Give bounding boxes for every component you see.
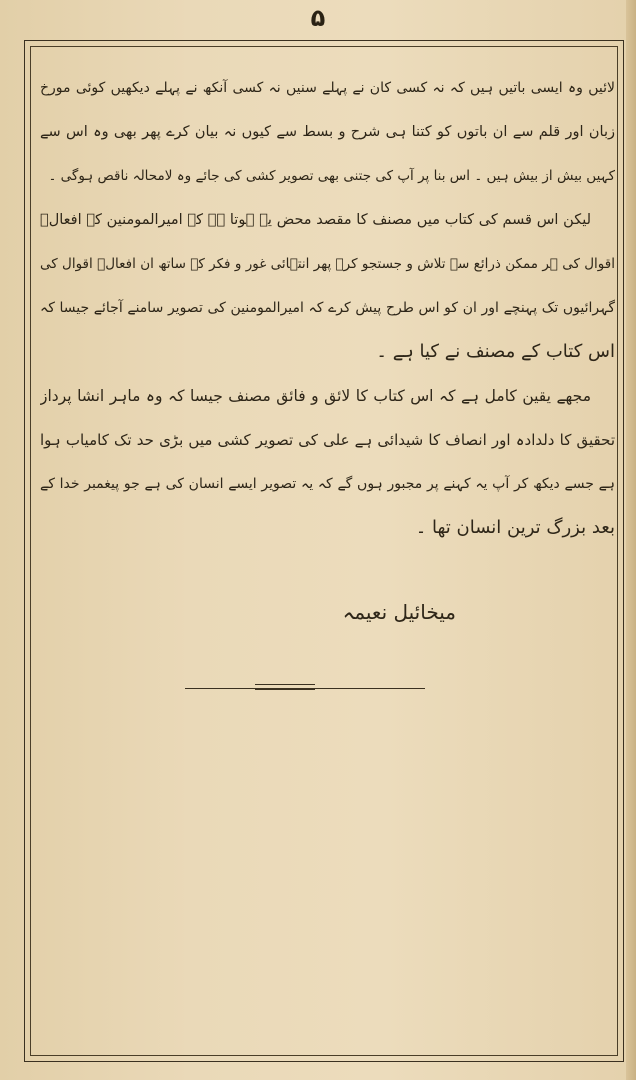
text-line: لیکن اس قسم کی کتاب میں مصنف کا مقصد محض یہ ہوتا ہے کہ امیرالمومنین کے افعالؑ (40, 212, 591, 228)
text-line: کہیں بیش از بیش ہیں ۔ اس بنا پر آپ کی جتنی بھی تصویر کشی کی جائے وہ لامحالہ ناقص ہوگی ۔ (48, 168, 615, 184)
page-edge-shadow (626, 0, 636, 1080)
text-line: بعد بزرگ ترین انسان تھا ۔ (415, 517, 615, 538)
text-line: تحقیق کا دلدادہ اور انصاف کا شیدائی ہے علی کی تصویر کشی میں بڑی حد تک کامیاب ہوا (40, 431, 615, 449)
author-signature: میخائیل نعیمہ (342, 600, 456, 624)
text-line: گہرائیوں تک پہنچے اور ان کو اس طرح پیش کرے کہ امیرالمومنین کی تصویر سامنے آجائے جیسا کہ (40, 300, 615, 316)
text-line: زبان اور قلم سے ان باتوں کو کتنا ہی شرح و بسط سے کیوں نہ بیان کرے پھر بھی وہ اس سے (40, 124, 615, 140)
text-line: اس کتاب کے مصنف نے کیا ہے ۔ (376, 341, 615, 362)
page-number: ۵ (310, 4, 326, 32)
ornamental-divider-center (255, 684, 315, 690)
text-line: اقوال کی ہر ممکن ذرائع سے تلاش و جستجو کرے پھر انتہائی غور و فکر کے ساتھ ان افعالؑ اقوال کی (40, 256, 615, 272)
text-line: مجھے یقین کامل ہے کہ اس کتاب کا لائق و فائق مصنف جیسا کہ وہ ماہر انشا پرداز (40, 387, 591, 405)
body-text (40, 66, 615, 550)
text-line: ہے جسے دیکھ کر آپ یہ کہنے پر مجبور ہوں گے کہ یہ تصویر ایسے انسان کی ہے جو پیغمبر خدا کے (40, 476, 615, 492)
text-line: لائیں وہ ایسی باتیں ہیں کہ نہ کسی کان نے پہلے سنیں نہ کسی آنکھ نے پہلے دیکھیں کوئی مورخ (40, 80, 615, 96)
